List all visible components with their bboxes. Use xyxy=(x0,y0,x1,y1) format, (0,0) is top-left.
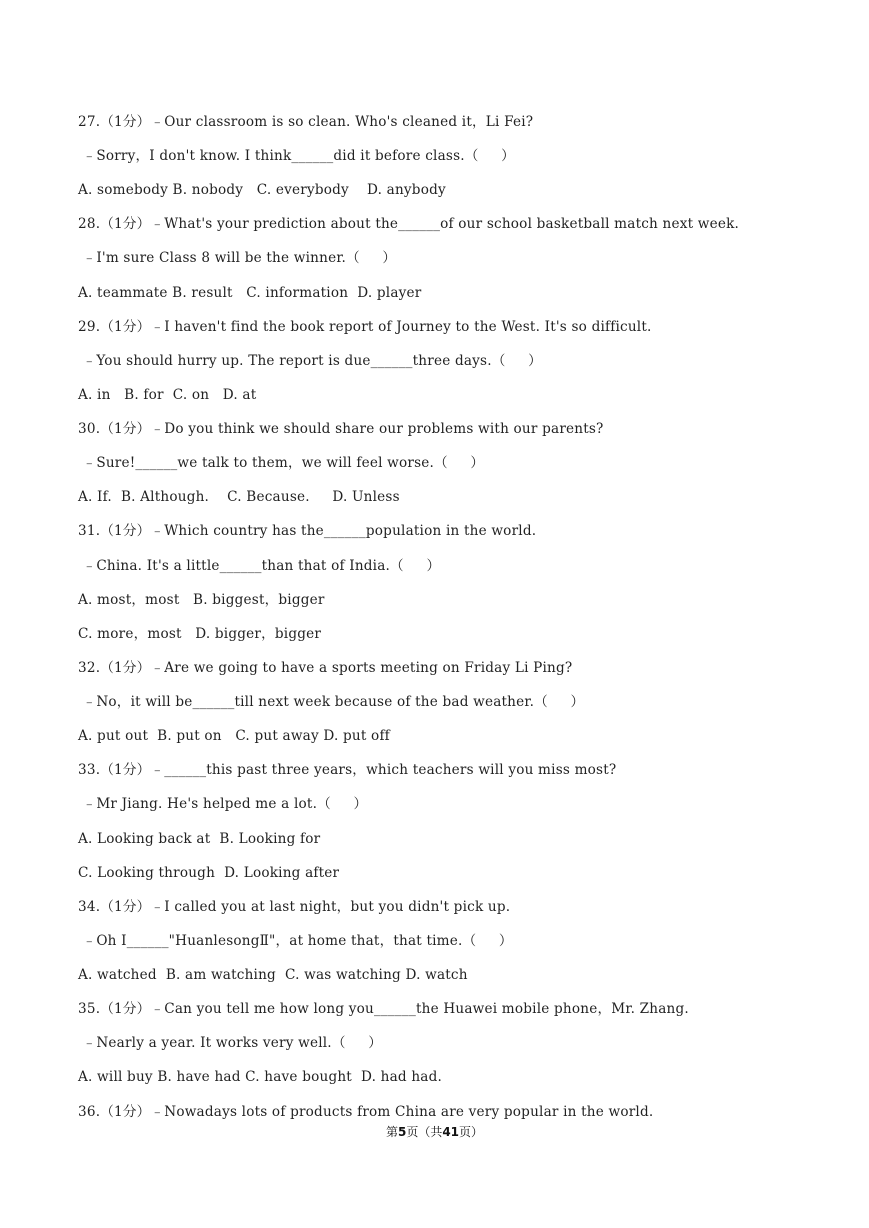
footer-suffix: 页） xyxy=(459,1125,484,1139)
question-33-options-cd: C. Looking through D. Looking after xyxy=(78,865,340,881)
question-29-stem: 29.（1分）﹣I haven't find the book report of Journey to the West. It's so difficult. xyxy=(78,319,652,335)
question-34-reply: ﹣Oh I______"HuanlesongⅡ"，at home that，that time.（ ） xyxy=(78,933,513,949)
question-35-reply: ﹣Nearly a year. It works very well.（ ） xyxy=(78,1035,383,1051)
question-28-reply: ﹣I'm sure Class 8 will be the winner.（ ） xyxy=(78,250,397,266)
question-31-options-cd: C. more，most D. bigger，bigger xyxy=(78,626,322,642)
question-28-stem: 28.（1分）﹣What's your prediction about the______of our school basketball match next week. xyxy=(78,216,740,232)
question-29-options: A. in B. for C. on D. at xyxy=(78,387,257,403)
question-33-stem: 33.（1分）﹣______this past three years，which teachers will you miss most? xyxy=(78,762,617,778)
question-35-stem: 35.（1分）﹣Can you tell me how long you______the Huawei mobile phone，Mr. Zhang. xyxy=(78,1001,689,1017)
question-29-reply: ﹣You should hurry up. The report is due______three days.（ ） xyxy=(78,353,542,369)
question-27-options: A. somebody B. nobody C. everybody D. anybody xyxy=(78,182,446,198)
question-32-stem: 32.（1分）﹣Are we going to have a sports meeting on Friday Li Ping? xyxy=(78,660,573,676)
question-30-stem: 30.（1分）﹣Do you think we should share our problems with our parents? xyxy=(78,421,604,437)
question-36-stem: 36.（1分）﹣Nowadays lots of products from China are very popular in the world. xyxy=(78,1104,654,1120)
question-35-options: A. will buy B. have had C. have bought D. had had. xyxy=(78,1069,443,1085)
question-32-reply: ﹣No，it will be______till next week because of the bad weather.（ ） xyxy=(78,694,585,710)
question-34-options: A. watched B. am watching C. was watching D. watch xyxy=(78,967,468,983)
footer-prefix: 第 xyxy=(385,1125,398,1139)
question-34-stem: 34.（1分）﹣I called you at last night，but you didn't pick up. xyxy=(78,899,511,915)
footer-middle: 页（共 xyxy=(406,1125,443,1139)
page-footer xyxy=(0,1123,869,1140)
question-27-stem: 27.（1分）﹣Our classroom is so clean. Who's cleaned it，Li Fei? xyxy=(78,114,534,130)
question-32-options: A. put out B. put on C. put away D. put off xyxy=(78,728,390,744)
question-33-options-ab: A. Looking back at B. Looking for xyxy=(78,831,321,847)
footer-page-number: 5 xyxy=(397,1125,407,1139)
question-30-options: A. If. B. Although. C. Because. D. Unless xyxy=(78,489,400,505)
question-28-options: A. teammate B. result C. information D. player xyxy=(78,285,422,301)
question-27-reply: ﹣Sorry，I don't know. I think______did it before class.（ ） xyxy=(78,148,515,164)
question-31-stem: 31.（1分）﹣Which country has the______population in the world. xyxy=(78,523,537,539)
question-30-reply: ﹣Sure!______we talk to them，we will feel worse.（ ） xyxy=(78,455,485,471)
question-31-reply: ﹣China. It's a little______than that of India.（ ） xyxy=(78,558,441,574)
footer-total-pages: 41 xyxy=(442,1125,460,1139)
question-31-options-ab: A. most，most B. biggest，bigger xyxy=(78,592,325,608)
question-33-reply: ﹣Mr Jiang. He's helped me a lot.（ ） xyxy=(78,796,368,812)
